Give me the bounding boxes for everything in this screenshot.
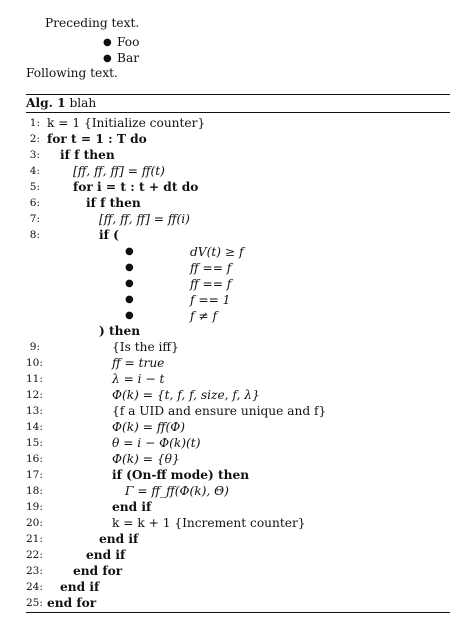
line-code: if f then bbox=[60, 148, 115, 162]
line-number: 11: bbox=[26, 373, 43, 385]
line-code: θ = i − Φ(k)(t) bbox=[112, 436, 201, 450]
line-code: Φ(k) = ff(Φ) bbox=[112, 420, 185, 434]
algorithm-line bbox=[26, 563, 450, 579]
algorithm-line bbox=[26, 387, 450, 403]
line-code: end if bbox=[60, 580, 100, 594]
condition-item bbox=[26, 308, 450, 324]
line-number: 13: bbox=[26, 405, 43, 417]
line-number: 6: bbox=[29, 197, 40, 209]
bullet-item-foo: Foo bbox=[117, 35, 140, 49]
algorithm-line bbox=[26, 211, 450, 227]
algorithm-line bbox=[26, 371, 450, 387]
line-number: 12: bbox=[26, 389, 43, 401]
condition-item bbox=[26, 292, 450, 308]
line-number: 16: bbox=[26, 453, 43, 465]
algorithm-title: blah bbox=[69, 96, 97, 110]
bullet-dot: ● bbox=[125, 262, 134, 273]
algorithm-label: Alg. 1 bbox=[26, 96, 66, 110]
algorithm-block bbox=[26, 94, 450, 614]
following-text: Following text. bbox=[26, 66, 118, 80]
line-number: 3: bbox=[29, 149, 40, 161]
line-number: 9: bbox=[29, 341, 40, 353]
algorithm-line bbox=[26, 147, 450, 163]
line-number: 5: bbox=[29, 181, 40, 193]
algorithm-line bbox=[26, 451, 450, 467]
line-code: [ff, ff, ff] = ff(i) bbox=[99, 212, 190, 226]
line-number: 19: bbox=[26, 501, 43, 513]
algorithm-line bbox=[26, 515, 450, 531]
condition-expression: f ≠ f bbox=[190, 309, 217, 323]
algorithm-caption bbox=[26, 96, 96, 110]
line-code: Γ = ff_ff(Φ(k), Θ) bbox=[125, 484, 229, 498]
bullet-dot: ● bbox=[103, 53, 112, 64]
line-number: 8: bbox=[29, 229, 40, 241]
condition-expression: ff == f bbox=[190, 277, 232, 291]
line-code: {f a UID and ensure unique and f} bbox=[112, 404, 327, 418]
top-rule bbox=[26, 94, 450, 95]
intro-section bbox=[0, 0, 467, 90]
algorithm-line bbox=[26, 355, 450, 371]
condition-item bbox=[26, 244, 450, 260]
line-code: if (On-ff mode) then bbox=[112, 468, 250, 482]
bullet-item-bar: Bar bbox=[117, 51, 140, 65]
condition-expression: f == 1 bbox=[190, 293, 231, 307]
algorithm-line bbox=[26, 227, 450, 243]
algorithm-line bbox=[26, 179, 450, 195]
line-code: for i = t : t + dt do bbox=[73, 180, 199, 194]
line-code: if f then bbox=[86, 196, 141, 210]
line-number: 7: bbox=[29, 213, 40, 225]
bottom-rule bbox=[26, 612, 450, 613]
algorithm-line bbox=[26, 323, 450, 339]
line-code: k = k + 1 {Increment counter} bbox=[112, 516, 306, 530]
line-code: Φ(k) = {t, f, f, size, f, λ} bbox=[112, 388, 260, 402]
line-code: Φ(k) = {θ} bbox=[112, 452, 180, 466]
line-number: 25: bbox=[26, 597, 43, 609]
line-code: ) then bbox=[99, 324, 141, 338]
line-number: 14: bbox=[26, 421, 43, 433]
line-code: if ( bbox=[99, 228, 119, 242]
bullet-dot: ● bbox=[125, 246, 134, 257]
line-number: 10: bbox=[26, 357, 43, 369]
algorithm-line bbox=[26, 595, 450, 611]
line-code: for t = 1 : T do bbox=[47, 132, 147, 146]
algorithm-line bbox=[26, 531, 450, 547]
preceding-text: Preceding text. bbox=[45, 16, 140, 30]
algorithm-line bbox=[26, 419, 450, 435]
bullet-dot: ● bbox=[125, 310, 134, 321]
algorithm-line bbox=[26, 467, 450, 483]
bullet-dot: ● bbox=[103, 37, 112, 48]
line-number: 23: bbox=[26, 565, 43, 577]
line-code: ff = true bbox=[112, 356, 165, 370]
algorithm-line bbox=[26, 131, 450, 147]
line-number: 24: bbox=[26, 581, 43, 593]
condition-item bbox=[26, 276, 450, 292]
line-code: k = 1 {Initialize counter} bbox=[47, 116, 206, 130]
line-code: end if bbox=[99, 532, 139, 546]
caption-rule bbox=[26, 112, 450, 113]
algorithm-line bbox=[26, 483, 450, 499]
line-code: end for bbox=[47, 596, 97, 610]
bullet-dot: ● bbox=[125, 278, 134, 289]
algorithm-line bbox=[26, 115, 450, 131]
algorithm-line bbox=[26, 195, 450, 211]
line-code: end if bbox=[86, 548, 126, 562]
condition-expression: ff == f bbox=[190, 261, 232, 275]
line-code: {Is the iff} bbox=[112, 340, 179, 354]
line-number: 2: bbox=[29, 133, 40, 145]
algorithm-line bbox=[26, 163, 450, 179]
line-number: 20: bbox=[26, 517, 43, 529]
line-code: end if bbox=[112, 500, 152, 514]
algorithm-line bbox=[26, 579, 450, 595]
algorithm-line bbox=[26, 435, 450, 451]
line-code: end for bbox=[73, 564, 123, 578]
algorithm-line bbox=[26, 403, 450, 419]
line-number: 18: bbox=[26, 485, 43, 497]
algorithm-line bbox=[26, 339, 450, 355]
algorithm-line bbox=[26, 499, 450, 515]
condition-item bbox=[26, 260, 450, 276]
algorithm-line bbox=[26, 547, 450, 563]
line-code: λ = i − t bbox=[112, 372, 165, 386]
bullet-dot: ● bbox=[125, 294, 134, 305]
line-number: 4: bbox=[29, 165, 40, 177]
line-number: 15: bbox=[26, 437, 43, 449]
line-number: 21: bbox=[26, 533, 43, 545]
line-number: 1: bbox=[29, 117, 40, 129]
condition-expression: dV(t) ≥ f bbox=[190, 245, 244, 259]
line-code: [ff, ff, ff] = ff(t) bbox=[73, 164, 165, 178]
line-number: 17: bbox=[26, 469, 43, 481]
line-number: 22: bbox=[26, 549, 43, 561]
